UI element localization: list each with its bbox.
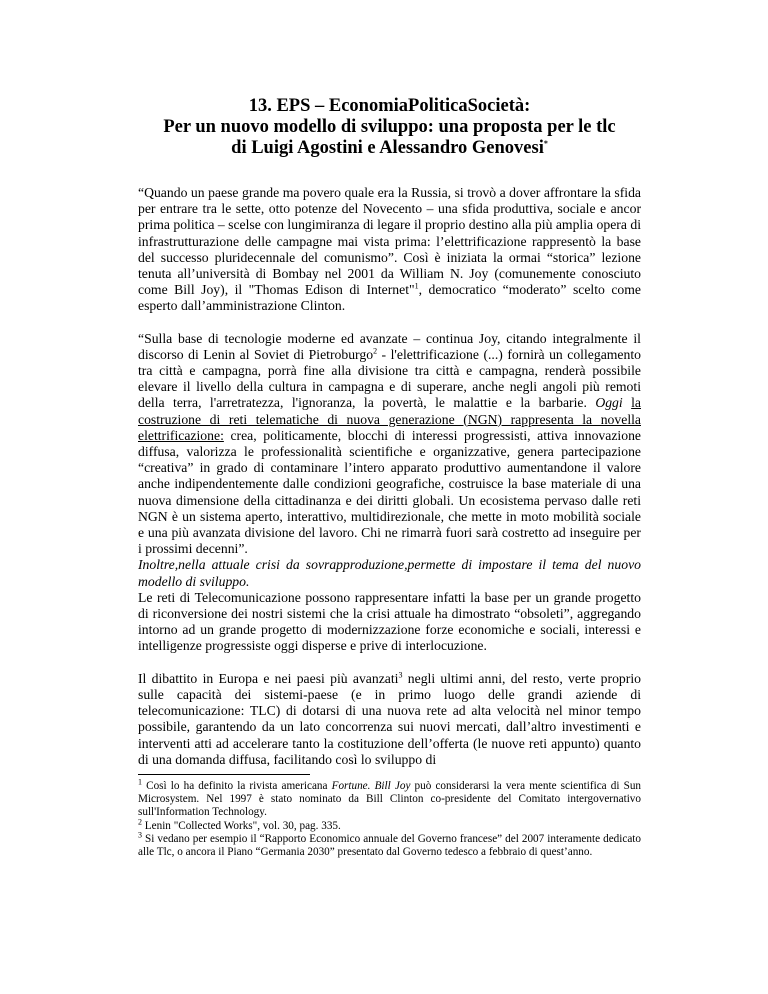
footnote-1-text-end: può considerarsi la vera mente scientifica di Sun Microsystem. Nel 1997 è stato nominato da Bill Clinton co-presidente del Comitato intergovernativo sull'Information Technology. <box>138 779 642 819</box>
document-title <box>138 96 641 159</box>
footnote-ref-1: 1 <box>414 281 419 291</box>
paragraph-2-text-mid: - l'elettrificazione (...) fornirà un collegamento tra città e campagna, porrà fine alla divisione tra città e campagna, renderà possibile elevare il livello della cultura in campagna e di superare, anche negli angoli più remoti della terra, l'arretratezza, l'ignoranza, la povertà, le malattie e la barbarie. <box>138 346 641 411</box>
paragraph-2-oggi: Oggi <box>595 395 623 411</box>
document-page <box>138 96 641 859</box>
footnote-3-text: Si vedano per esempio il “Rapporto Economico annuale del Governo francese” del 2007 interamente dedicato alle Tlc, o ancora il Piano “Germania 2030” presentato dal Governo tedesco a febbraio di quest’anno. <box>138 832 641 858</box>
paragraph-4: Le reti di Telecomunicazione possono rappresentare infatti la base per un grande progetto di riconversione dei nostri sistemi che la crisi attuale ha dimostrato “obsoleti”, aggregando intorno ad un grande progetto di modernizzazione forze economiche e sociali, interessi e intelligenze progressiste oggi disperse e prive di interlocuzione. <box>138 589 641 654</box>
footnote-divider <box>138 774 310 775</box>
paragraph-5 <box>138 671 641 768</box>
paragraph-5-text-end: negli ultimi anni, del resto, verte proprio sulle capacità dei sistemi-paese (e in primo luogo delle grandi aziende di telecomunicazione: TLC) di dotarsi di una nuova rete ad alta velocità nel minor tempo possibile, garantendo da un lato concorrenza sui nuovi mercati, dall’altro investimenti e interventi atti ad accelerare tanto la costituzione dell’offerta (le nuove reti appunto) quanto di una domanda diffusa, facilitando così lo sviluppo di <box>138 670 641 767</box>
paragraph-1-text: “Quando un paese grande ma povero quale era la Russia, si trovò a dover affrontare la sfida per entrare tra le sette, otto potenze del Novecento – una sfida produttiva, sociale e ancor prima politica – scelse con lungimiranza di legare il proprio destino alla più amplia opera di infrastrutturazione delle campagne mai vista prima: l’elettrificazione rappresentò la base del successo pluridecennale del comunismo”. Così è iniziata la ormai “storica” lezione tenuta all’università di Bombay nel 2001 da William N. Joy (comunemente conosciuto come Bill Joy), il "Thomas Edison di Internet" <box>138 185 641 298</box>
footnote-1-billjoy: Bill Joy <box>374 779 411 792</box>
paragraph-2-space <box>623 395 631 410</box>
footnote-3 <box>138 829 641 859</box>
footnote-3-number: 3 <box>138 829 142 839</box>
paragraph-3 <box>138 557 641 589</box>
footnote-2-text: Lenin "Collected Works", vol. 30, pag. 335. <box>142 819 341 832</box>
title-line-2: Per un nuovo modello di sviluppo: una proposta per le tlc <box>163 117 616 137</box>
footnote-1 <box>138 777 642 820</box>
footnote-2 <box>138 816 641 833</box>
paragraph-2-text-end: crea, politicamente, blocchi di interessi progressisti, attiva innovazione diffusa, valorizza le professionalità scientifiche e organizzative, genera partecipazione “creativa” in grado di contaminare l’intero apparato produttivo aumentandone il valore anche indipendentemente dalle condizioni geografiche, costruisce la base materiale di una nuova dimensione della cittadinanza e dei diritti globali. Un ecosistema pervaso dalle reti NGN è un sistema aperto, interattivo, multidirezionale, che mette in moto mobilità sociale e una più avanzata divisione del lavoro. Chi ne rimarrà fuori sarà costretto ad inseguire per i prossimi decenni”. <box>138 427 641 557</box>
paragraph-1 <box>138 185 641 315</box>
title-footnote-mark: * <box>543 138 548 148</box>
paragraph-2-text: “Sulla base di tecnologie moderne ed avanzate – continua Joy, citando integralmente il discorso di Lenin al Soviet di Pietroburgo <box>138 330 641 362</box>
footnote-1-number: 1 <box>138 777 142 787</box>
footnote-ref-2: 2 <box>373 346 378 356</box>
title-line-1: 13. EPS – EconomiaPoliticaSocietà: <box>248 96 531 116</box>
paragraph-2-underlined: la costruzione di reti telematiche di nuova generazione (NGN) rappresenta la novella elettrificazione: <box>138 395 641 443</box>
title-line-3 <box>138 138 641 159</box>
paragraph-5-text: Il dibattito in Europa e nei paesi più avanzati <box>138 670 399 686</box>
footnote-1-text: Così lo ha definito la rivista americana <box>142 779 332 792</box>
footnotes <box>138 777 642 859</box>
paragraph-2 <box>138 331 641 558</box>
paragraph-1-text-end: , democratico “moderato” scelto come esperto dall’amministrazione Clinton. <box>138 282 641 314</box>
title-authors: di Luigi Agostini e Alessandro Genovesi <box>231 138 544 158</box>
footnote-1-fortune: Fortune. <box>331 779 371 792</box>
document-body <box>138 185 641 768</box>
footnote-2-number: 2 <box>138 816 142 826</box>
footnote-ref-3: 3 <box>398 670 403 680</box>
paragraph-3-italic: Inoltre,nella attuale crisi da sovrapproduzione,permette di impostare il tema del nuovo modello di sviluppo. <box>138 557 641 589</box>
